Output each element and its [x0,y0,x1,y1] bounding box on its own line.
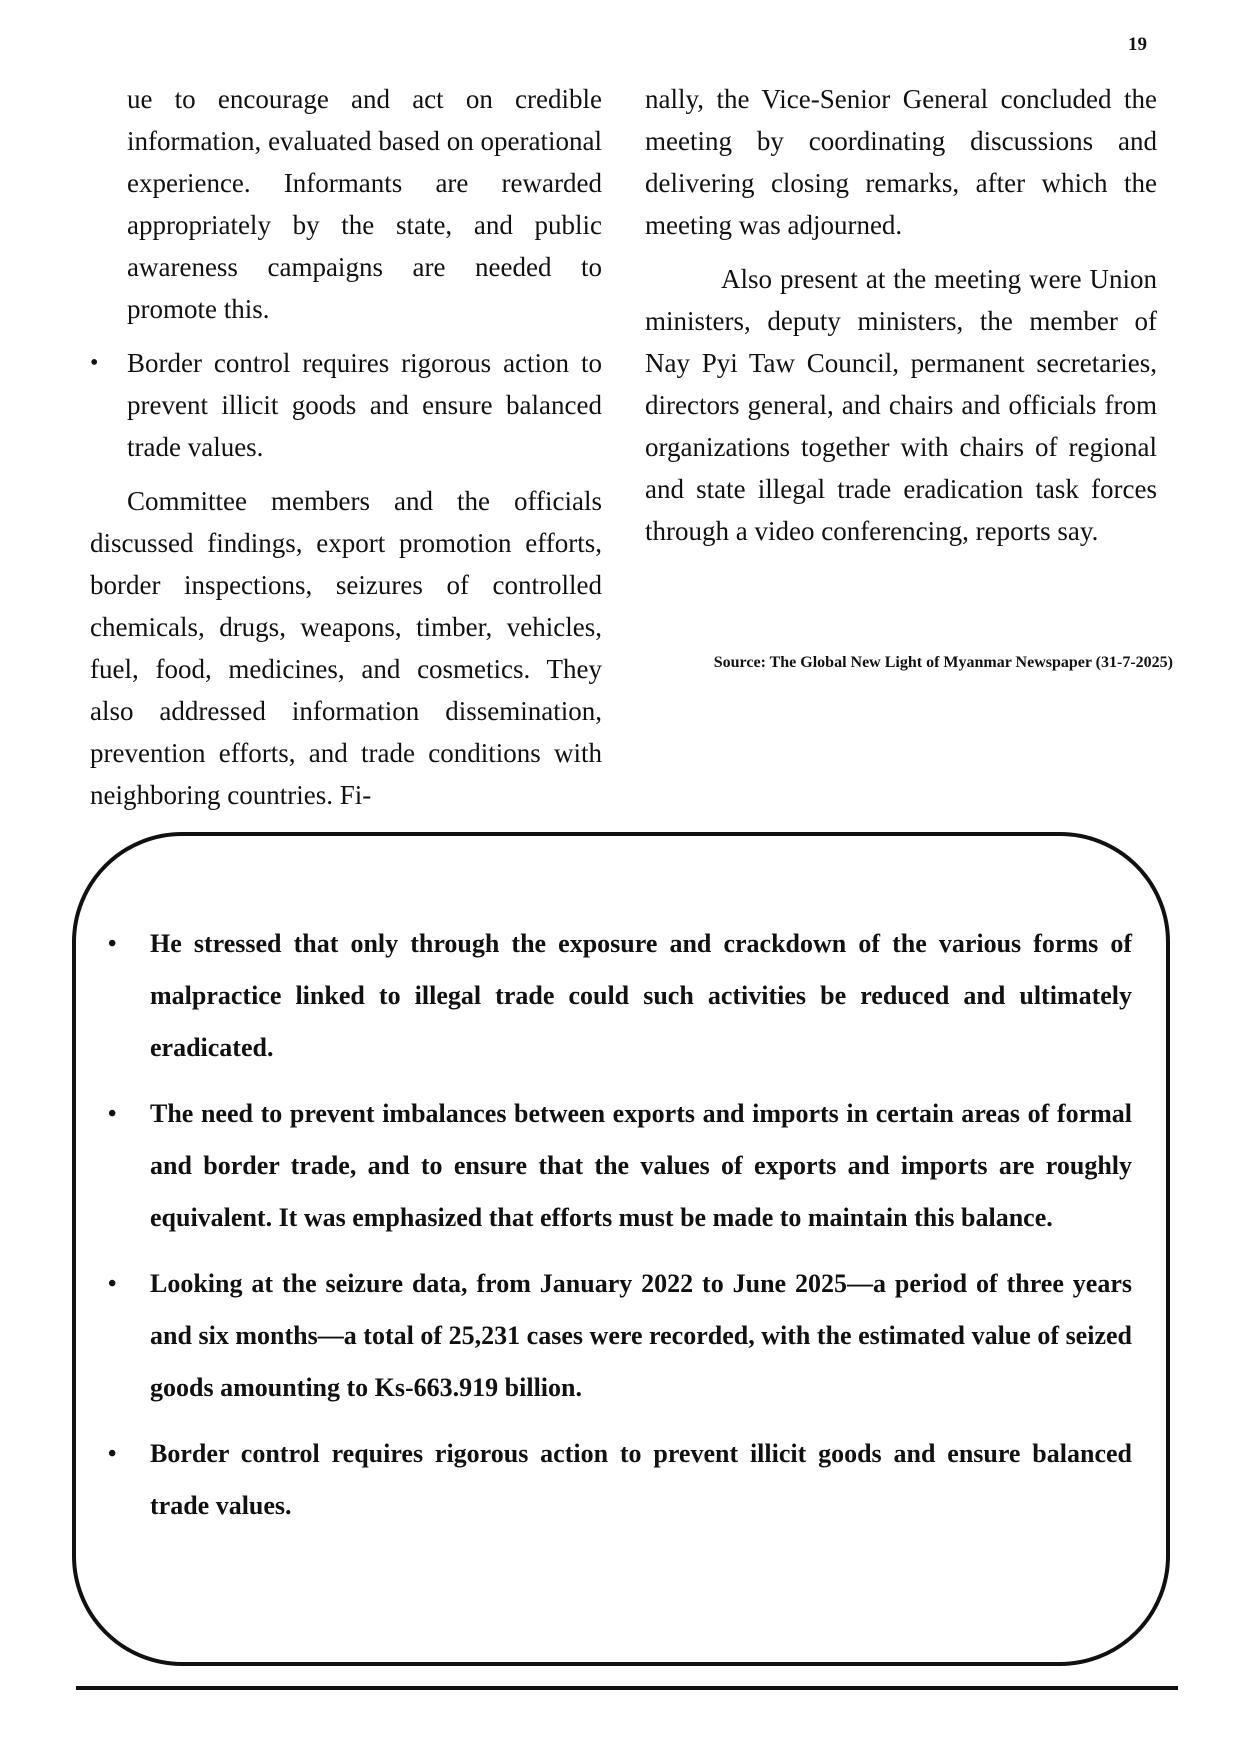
right-column [645,78,1157,564]
body-paragraph: Committee members and the officials discussed findings, export promotion efforts, border inspections, seizures of controlled chemicals, drugs, weapons, timber, vehicles, fuel, food, medicines, and cosmetics. They also addressed information dissemination, prevention efforts, and trade conditions with neighboring countries. Fi- [90,486,602,810]
highlight-text: Border control requires rigorous action to prevent illicit goods and ensure balanced trade values. [150,1439,1132,1520]
left-column [90,78,602,828]
source-citation: Source: The Global New Light of Myanmar Newspaper (31-7-2025) [713,654,1173,671]
bullet-text: Border control requires rigorous action to prevent illicit goods and ensure balanced trade values. [127,348,602,462]
continued-paragraph: nally, the Vice-Senior General concluded the meeting by coordinating discussions and delivering closing remarks, after which the meeting was adjourned. [645,84,1157,240]
bullet-dot-icon: • [108,1271,117,1297]
bullet-item [90,342,602,468]
highlight-item [108,1258,1132,1414]
highlight-text: Looking at the seizure data, from January 2022 to June 2025—a period of three years and six months—a total of 25,231 cases were recorded, with the estimated value of seized goods amounting to Ks-663.919 billion. [150,1269,1132,1402]
bullet-dot-icon: • [108,931,117,957]
highlight-text: He stressed that only through the exposure and crackdown of the various forms of malpractice linked to illegal trade could such activities be reduced and ultimately eradicated. [150,929,1132,1062]
page-number: 19 [1128,34,1147,55]
highlight-item [108,918,1132,1074]
bullet-dot-icon: • [90,350,99,376]
highlight-item [108,1088,1132,1244]
bullet-dot-icon: • [108,1441,117,1467]
body-paragraph: Also present at the meeting were Union ministers, deputy ministers, the member of Nay Pyi Taw Council, permanent secretaries, directors general, and chairs and officials from organizations together with chairs of regional and state illegal trade eradication task forces through a video conferencing, reports say. [645,264,1157,546]
continued-paragraph: ue to encourage and act on credible information, evaluated based on operational experience. Informants are rewarded appropriately by the state, and public awareness campaigns are needed to promote this. [127,84,602,324]
footer-rule [76,1686,1178,1690]
highlight-item [108,1428,1132,1532]
highlight-text: The need to prevent imbalances between exports and imports in certain areas of formal and border trade, and to ensure that the values of exports and imports are roughly equivalent. It was emphasized that efforts must be made to maintain this balance. [150,1099,1132,1232]
bullet-dot-icon: • [108,1101,117,1127]
highlight-list [108,918,1132,1546]
